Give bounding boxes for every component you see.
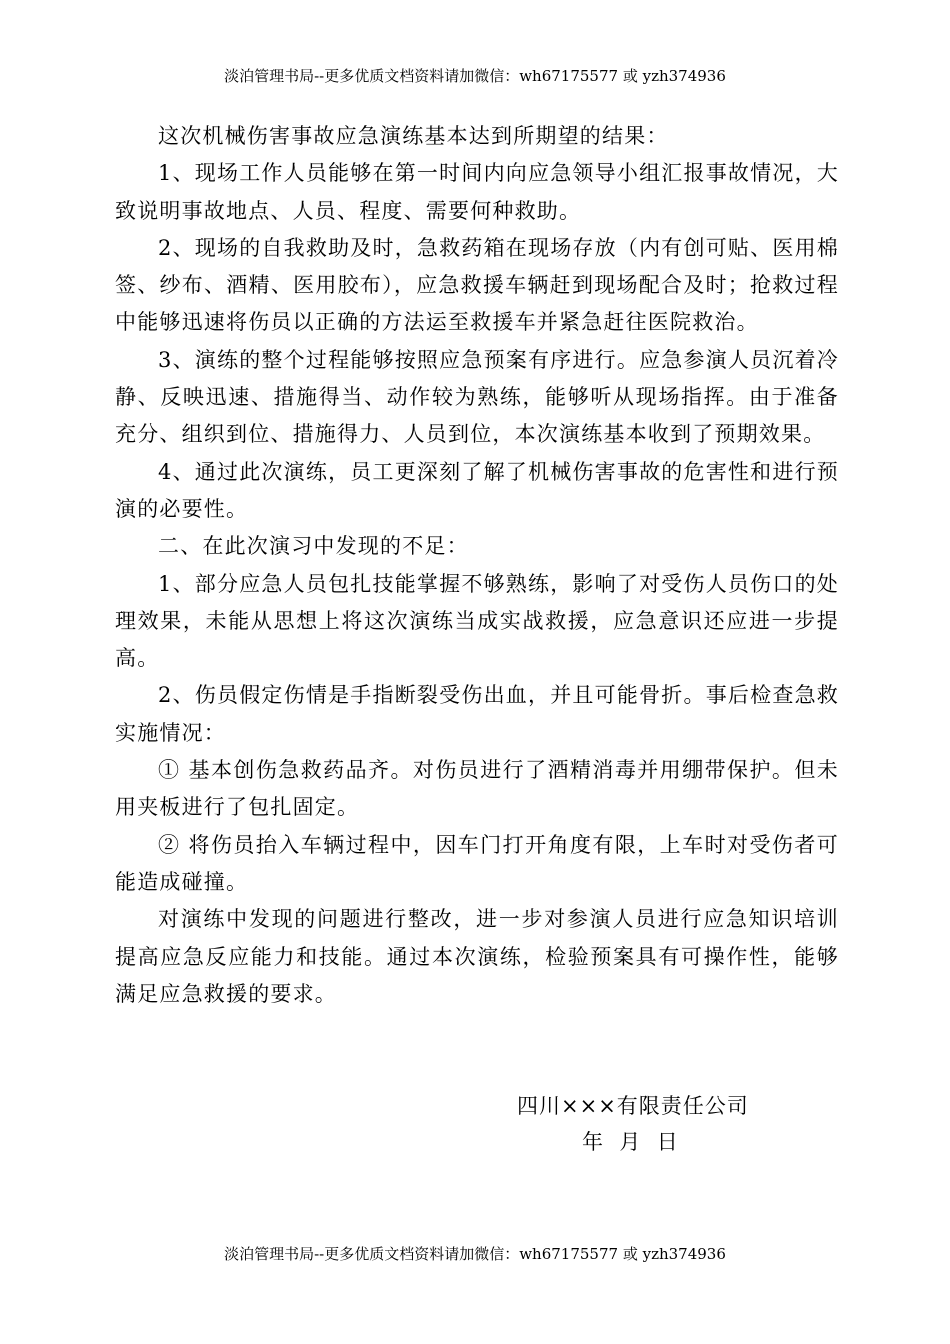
- signature-date: 年 月 日: [582, 1130, 679, 1154]
- result-item-2: 2、现场的自我救助及时，急救药箱在现场存放（内有创可贴、医用棉签、纱布、酒精、医用胶布），应急救援车辆赶到现场配合及时；抢救过程中能够迅速将伤员以正确的方法运至救援车并紧急赶往医院救治。: [115, 235, 839, 335]
- shortcoming-subitem-1: ① 基本创伤急救药品齐。对伤员进行了酒精消毒并用绷带保护。但未用夹板进行了包扎固定。: [115, 758, 839, 820]
- result-item-4: 4、通过此次演练，员工更深刻了解了机械伤害事故的危害性和进行预演的必要性。: [115, 459, 839, 521]
- shortcoming-item-1: 1、部分应急人员包扎技能掌握不够熟练，影响了对受伤人员伤口的处理效果，未能从思想上将这次演练当成实战救援，应急意识还应进一步提高。: [115, 571, 839, 671]
- result-item-3: 3、演练的整个过程能够按照应急预案有序进行。应急参演人员沉着冷静、反映迅速、措施得当、动作较为熟练，能够听从现场指挥。由于准备充分、组织到位、措施得力、人员到位，本次演练基本收到了预期效果。: [115, 347, 839, 447]
- shortcoming-subitem-2: ② 将伤员抬入车辆过程中，因车门打开角度有限，上车时对受伤者可能造成碰撞。: [115, 832, 839, 894]
- shortcoming-item-2: 2、伤员假定伤情是手指断裂受伤出血，并且可能骨折。事后检查急救实施情况：: [115, 683, 839, 745]
- document-body: [115, 118, 839, 1013]
- signature-company: 四川×××有限责任公司: [517, 1094, 749, 1118]
- page-footer: 淡泊管理书局--更多优质文档资料请加微信：wh67175577 或 yzh374936: [224, 1245, 726, 1263]
- result-item-1: 1、现场工作人员能够在第一时间内向应急领导小组汇报事故情况，大致说明事故地点、人员、程度、需要何种救助。: [115, 161, 839, 223]
- intro-paragraph: 这次机械伤害事故应急演练基本达到所期望的结果：: [158, 124, 669, 148]
- section-heading-shortcomings: 二、在此次演习中发现的不足：: [158, 534, 469, 559]
- page-header: 淡泊管理书局--更多优质文档资料请加微信：wh67175577 或 yzh374936: [224, 67, 726, 85]
- conclusion-paragraph: 对演练中发现的问题进行整改，进一步对参演人员进行应急知识培训提高应急反应能力和技能。通过本次演练，检验预案具有可操作性，能够满足应急救援的要求。: [115, 907, 839, 1006]
